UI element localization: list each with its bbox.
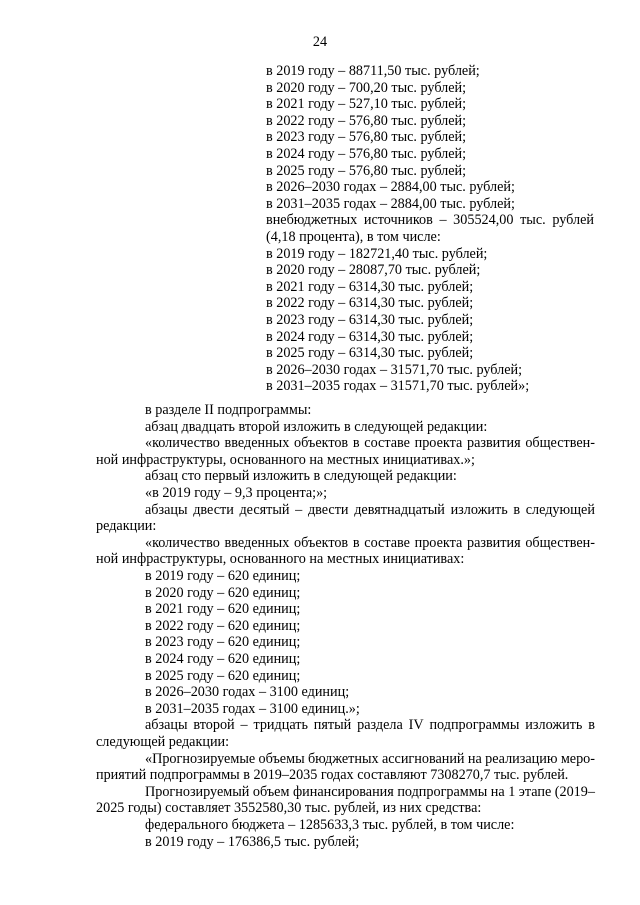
word: 1 [508,783,516,800]
funding-line: в 2026–2030 годах – 31571,70 тыс. рублей; [266,361,523,378]
funding-line: в 2020 году – 28087,70 тыс. рублей; [266,262,481,279]
word: введенных [224,534,290,551]
word: девятнадцатый [354,501,445,518]
funding-line: в 2021 году – 527,10 тыс. рублей; [266,96,467,113]
text-line: федерального бюджета – 1285633,3 тыс. рублей, в том числе: [145,817,515,833]
word: в [588,717,595,734]
word: обществен- [525,435,595,452]
word: подпрограммы [397,783,488,800]
word: введенных [224,435,290,452]
funding-line: в 2023 году – 576,80 тыс. рублей; [266,129,467,146]
text-line: приятий подпрограммы в 2019–2035 годах составляют 7308270,7 тыс. рублей. [96,767,569,784]
word: реализацию [485,750,558,767]
funding-line: в 2025 году – 576,80 тыс. рублей; [266,162,467,179]
word: изложить [450,501,508,518]
word: развития [466,435,521,452]
word: подпрограммы [429,717,520,734]
text-line: в 2019 году – 176386,5 тыс. рублей; [145,833,360,850]
word: 305524,00 [453,212,514,229]
word: на [467,750,482,767]
word: – [295,501,303,518]
word: тыс. [520,212,546,229]
word: в [352,435,360,452]
word: ассигнований [381,750,465,767]
text-line [145,502,595,518]
funding-line: в 2019 году – 182721,40 тыс. рублей; [266,245,488,262]
word: обществен- [525,534,595,551]
word: в [513,501,521,518]
word: изложить [525,717,583,734]
word: «Прогнозируемые [145,750,256,767]
funding-line: в 2024 году – 6314,30 тыс. рублей; [266,328,474,345]
text-line: в 2023 году – 620 единиц; [145,634,301,651]
word: на [490,783,505,800]
text-line: в 2025 году – 620 единиц; [145,667,301,684]
word: объемы [258,750,305,767]
word: финансирования [292,783,394,800]
funding-line: в 2031–2035 годах – 31571,70 тыс. рублей»; [266,378,530,395]
text-line: 2025 годы) составляет 3552580,30 тыс. рублей, из них средства: [96,800,482,817]
funding-line: в 2022 году – 576,80 тыс. рублей; [266,112,467,129]
text-line: в 2031–2035 годах – 3100 единиц.»; [145,700,360,717]
word: абзацы [145,717,188,734]
word: меро- [560,750,595,767]
funding-line: в 2026–2030 годах – 2884,00 тыс. рублей; [266,179,515,196]
page-number: 24 [312,34,328,50]
word: бюджетных [307,750,379,767]
funding-line: в 2024 году – 576,80 тыс. рублей; [266,146,467,162]
word: «количество [145,534,220,551]
word: проекта [414,534,463,551]
text-line [145,717,595,733]
text-line: абзац двадцать второй изложить в следующей редакции: [145,418,488,435]
word: источников [363,212,433,229]
text-line: в 2024 году – 620 единиц; [145,651,301,667]
text-line: в 2021 году – 620 единиц; [145,601,301,618]
word: следующей [525,501,595,518]
word: раздела [357,717,403,734]
word: Прогнозируемый [145,783,250,800]
text-line: в 2020 году – 620 единиц; [145,584,301,601]
funding-line: в 2023 году – 6314,30 тыс. рублей; [266,312,474,328]
word: этапе [518,783,552,800]
text-line: следующей редакции: [96,734,230,750]
word: двести [307,501,349,518]
text-line [145,784,595,800]
funding-line: в 2022 году – 6314,30 тыс. рублей; [266,295,474,312]
funding-line: (4,18 процента), в том числе: [266,229,441,245]
funding-line: в 2019 году – 88711,50 тыс. рублей; [266,63,480,79]
text-line [145,435,595,451]
word: IV [408,717,424,734]
text-line: абзац сто первый изложить в следующей редакции: [145,468,457,485]
text-line: «в 2019 году – 9,3 процента;»; [145,485,328,501]
text-line: в 2022 году – 620 единиц; [145,617,301,634]
word: объем [252,783,290,800]
word: второй [193,717,235,734]
word: десятый [239,501,290,518]
word: объектов [294,534,349,551]
word: – [240,717,248,734]
text-line: ной инфраструктуры, основанного на местных инициативах: [96,551,465,568]
word: двести [193,501,234,518]
word: «количество [145,435,220,452]
word: абзацы [145,501,188,518]
text-line [145,535,595,551]
funding-line: в 2020 году – 700,20 тыс. рублей; [266,79,467,96]
funding-line: в 2031–2035 годах – 2884,00 тыс. рублей; [266,195,515,212]
word: объектов [294,435,349,452]
word: развития [466,534,521,551]
word: составе [364,534,410,551]
text-line: редакции: [96,518,157,535]
word: рублей [552,212,594,229]
funding-line: в 2021 году – 6314,30 тыс. рублей; [266,278,474,295]
word: в [352,534,360,551]
funding-line [266,212,594,228]
word: пятый [313,717,352,734]
word: (2019– [554,783,595,800]
text-line: ной инфраструктуры, основанного на местных инициативах.»; [96,451,475,468]
word: проекта [414,435,463,452]
text-line: в 2026–2030 годах – 3100 единиц; [145,684,350,701]
word: внебюджетных [266,212,358,229]
word: – [439,212,447,229]
text-line [145,751,595,767]
text-line: в разделе II подпрограммы: [145,402,312,418]
funding-line: в 2025 году – 6314,30 тыс. рублей; [266,345,474,362]
word: составе [364,435,410,452]
word: тридцать [253,717,308,734]
text-line: в 2019 году – 620 единиц; [145,568,301,584]
